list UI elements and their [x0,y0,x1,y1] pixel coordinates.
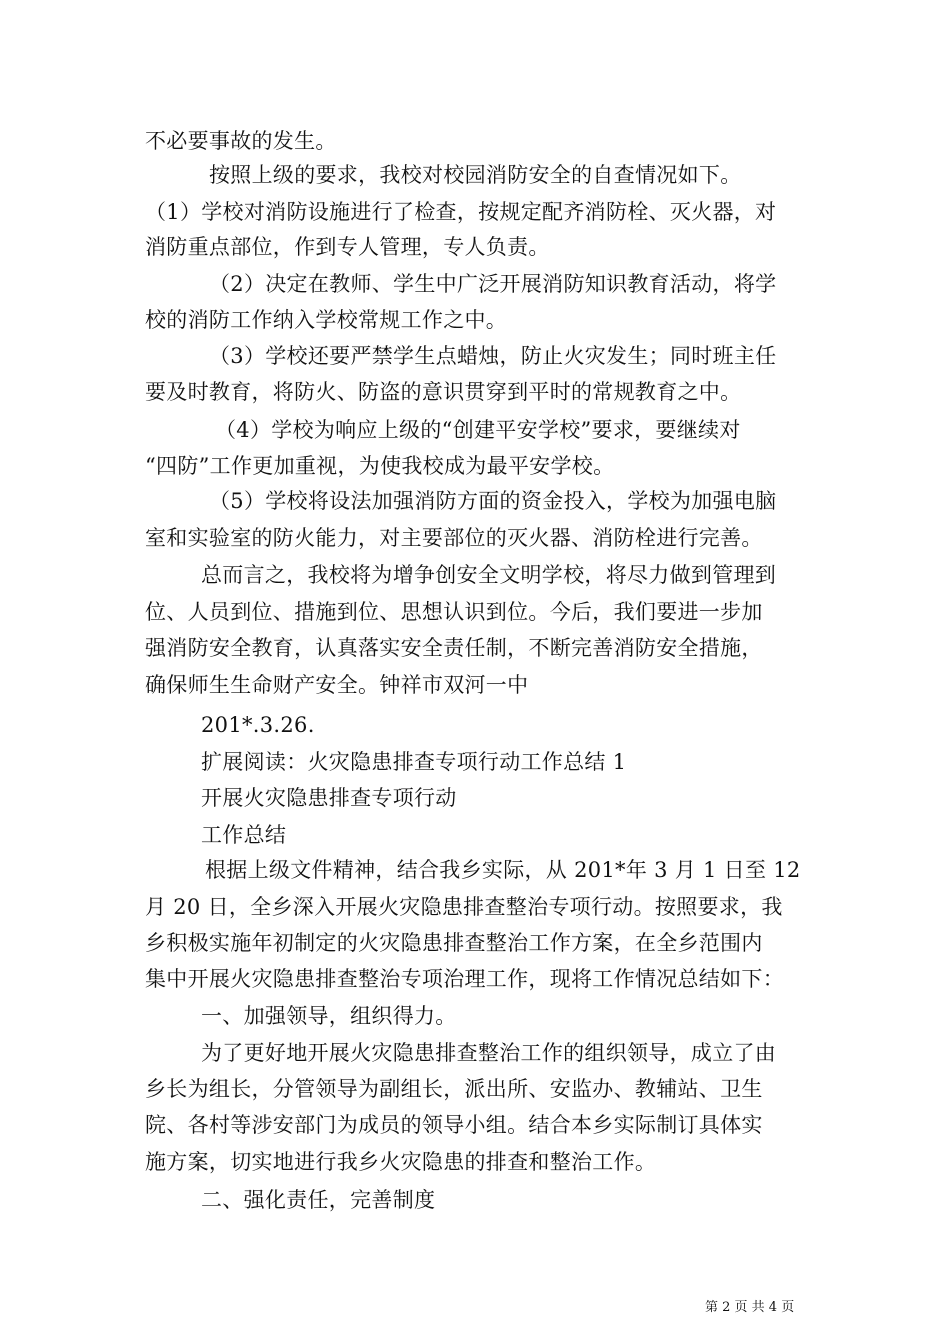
paragraph-line: 总而言之，我校将为增争创安全文明学校，将尽力做到管理到 [201,563,777,587]
date-line: 201*.3.26. [201,713,315,737]
paragraph-line: 要及时教育，将防火、防盗的意识贯穿到平时的常规教育之中。 [145,380,742,404]
paragraph-line: 院、各村等涉安部门为成员的领导小组。结合本乡实际制订具体实 [145,1113,763,1137]
paragraph-line: 不必要事故的发生。 [145,129,337,153]
paragraph-line: 乡长为组长，分管领导为副组长，派出所、安监办、教辅站、卫生 [145,1077,763,1101]
paragraph-line: （3）学校还要严禁学生点蜡烛，防止火灾发生；同时班主任 [209,344,777,368]
paragraph-line: （1）学校对消防设施进行了检查，按规定配齐消防栓、灭火器，对 [145,200,777,224]
paragraph-line: 室和实验室的防火能力，对主要部位的灭火器、消防栓进行完善。 [145,526,763,550]
section-heading: 一、加强领导，组织得力。 [201,1004,457,1028]
paragraph-line: 校的消防工作纳入学校常规工作之中。 [145,308,508,332]
paragraph-line: 强消防安全教育，认真落实安全责任制，不断完善消防安全措施， [145,636,763,660]
paragraph-line: 为了更好地开展火灾隐患排查整治工作的组织领导，成立了由 [201,1041,777,1065]
paragraph-line: 位、人员到位、措施到位、思想认识到位。今后，我们要进一步加 [145,600,763,624]
section-heading: 二、强化责任，完善制度 [201,1188,436,1212]
paragraph-line: “四防”工作更加重视，为使我校成为最平安学校。 [145,454,615,478]
paragraph-line: 施方案，切实地进行我乡火灾隐患的排查和整治工作。 [145,1150,657,1174]
paragraph-line: （2）决定在教师、学生中广泛开展消防知识教育活动，将学 [209,272,777,296]
extended-reading-heading: 扩展阅读：火灾隐患排查专项行动工作总结 1 [201,750,627,774]
paragraph-line: 消防重点部位，作到专人管理，专人负责。 [145,235,550,259]
section-subtitle: 工作总结 [201,823,287,847]
paragraph-line: 月 20 日，全乡深入开展火灾隐患排查整治专项行动。按照要求，我 [145,895,783,919]
paragraph-line: 根据上级文件精神，结合我乡实际，从 201*年 3 月 1 日至 12 [205,858,801,882]
paragraph-line: 集中开展火灾隐患排查整治专项治理工作，现将工作情况总结如下： [145,967,784,991]
paragraph-line: （5）学校将设法加强消防方面的资金投入，学校为加强电脑 [209,489,777,513]
section-title: 开展火灾隐患排查专项行动 [201,786,457,810]
paragraph-line: 确保师生生命财产安全。钟祥市双河一中 [145,673,529,697]
paragraph-line: （4）学校为响应上级的“创建平安学校”要求，要继续对 [215,418,741,442]
paragraph-line: 乡积极实施年初制定的火灾隐患排查整治工作方案，在全乡范围内 [145,931,763,955]
page-number-footer: 第 2 页 共 4 页 [705,1300,795,1315]
paragraph-line: 按照上级的要求，我校对校园消防安全的自查情况如下。 [209,163,742,187]
